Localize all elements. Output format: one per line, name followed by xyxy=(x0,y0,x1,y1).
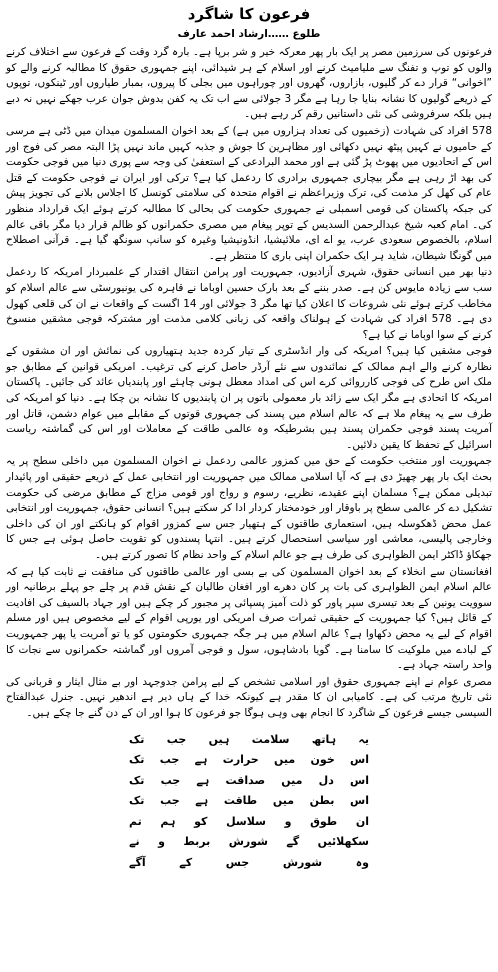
poem-word: یہ xyxy=(358,732,369,746)
article-byline: طلوع ……ارشاد احمد عارف xyxy=(177,28,321,40)
article-title: فرعون کا شاگرد xyxy=(187,5,311,23)
poem-word: بربط xyxy=(183,835,211,849)
poem-word: جب xyxy=(159,753,180,767)
poem-word: اس xyxy=(350,753,369,767)
poem-word: میں xyxy=(281,773,303,787)
poem-word: آگے xyxy=(129,855,146,869)
poem-line-1 xyxy=(109,730,389,751)
poem-word: ہیں xyxy=(208,732,230,746)
poem-word: و xyxy=(158,835,165,849)
paragraph-5: جمہوریت اور منتخب حکومت کے حق میں کمزور عالمی ردعمل نے اخوان المسلمون میں داخلی سطح پر یہ بحث ایک بار پھر چھیڑ دی ہے کہ آیا اسلامی ممالک میں جمہوریت اور انتخابی عمل کے ذریعے حقیقی اور پائیدار تبدیلی ممکن ہے؟ مسلمان اپنے عقیدے، نظریے، رسوم و رواج اور قومی مزاج کے مطابق مرضی کی حکومت تشکیل دے کر عالمی سطح پر باوقار اور خودمختار کردار ادا کر سکتے ہیں؟ انسانی حقوق، جمہوریت اور انتخابی عمل محض ڈھکوسلہ ہیں، استعماری طاقتوں کے ہتھیار جس سے کمزور اقوام کو ہانکتے اور ان کی داخلی وخارجی پالیسی، معاشی اور سیاسی استحصال کرتے ہیں۔ انتہا پسندوں کو تقویت حاصل ہوئی ہے جس کا جھکاؤ ڈاکٹر ایمن الظواہری کی طرف ہے جو عالم اسلام کے واحد نظام کا تصور کرتے ہیں۔ xyxy=(6,455,492,561)
paragraph-4: فوجی مشقیں کیا ہیں؟ امریکہ کی وار انڈسٹری کے تیار کردہ جدید ہتھیاروں کی نمائش اور ان مشقوں کے نظارہ کرنے والے اہم ممالک کے نمائندوں سے نئے آرڈر حاصل کرنے کی ترغیب۔ امریکی قوانین کے مطابق جو ملک اس طرح کی فوجی کارروائی کرے اس کی امداد معطل ہونی چاہئے اور پابندیاں عائد کی جائیں۔ پاکستان امریکہ کا اتحادی ہے مگر ایک سے زائد بار معمولی باتوں پر ان پابندیوں کا نشانہ بن چکا ہے۔ دنیا کو امریکہ کی طرف سے یہ پیغام ملا ہے کہ عالم اسلام میں پسند کی جمہوری قوتوں کے مقابلے میں عوام دشمن، قاتل اور آمریت پسند فوجی حکمران پسند ہیں بشرطیکہ وہ عالمی طاقت کے معاملات اور اس کی گماشتہ ریاست اسرائیل کے تحفظ کا یقین دلائیں۔ xyxy=(6,345,492,451)
poem-word: جس xyxy=(225,855,250,869)
poem-word: اس xyxy=(350,773,369,787)
poem-line-2 xyxy=(109,750,389,771)
poem-word: کو xyxy=(194,814,208,828)
poem-word: وہ xyxy=(355,855,369,869)
poem-word: سلامت xyxy=(251,732,290,746)
poem-line-6 xyxy=(109,832,389,853)
poem xyxy=(6,730,492,874)
poem-word: ہے xyxy=(196,773,210,787)
poem-word: ہاتھ xyxy=(311,732,337,746)
poem-word: تک xyxy=(129,732,145,746)
poem-word: خون xyxy=(310,753,335,767)
poem-word: جب xyxy=(160,794,180,808)
poem-line-4 xyxy=(109,791,389,812)
poem-word: اس xyxy=(350,794,369,808)
paragraph-2: 578 افراد کی شہادت (زخمیوں کی تعداد ہزاروں میں ہے) کے بعد اخوان المسلمون میدان میں ڈٹی ہے مرسی کے حامیوں نے کہیں پیٹھ نہیں دکھائی اور مظاہرین کا جوش و جذبہ کہیں ماند نہیں پڑا البتہ مصر کی فوج اور اس کے اتحادیوں میں پھوٹ پڑ گئی ہے اور محمد البرادعی کے استعفیٰ کی وجہ سے پوری دنیا میں فوجی حکومت کی بھد اڑ رہی ہے مگر بیچاری جمہوری برادری کا ردعمل کیا ہے؟ ترکی اور ایران نے فوجی حکومت کے قتل عام کی کھل کر مذمت کی، ترک وزیراعظم نے اقوام متحدہ کی سلامتی کونسل کا اجلاس بلانے کی تجویز پیش کی جبکہ پاکستان کی قومی اسمبلی نے جمہوری حکومت کی بحالی کا مطالبہ کرتے ہوئے ایک قرارداد منظور کی۔ امام کعبہ شیخ عبدالرحمن السدیس کے توپر پیغام میں مصری حکمرانوں کو ظالم قرار دیا مگر باقی عالم اسلام، بالخصوص سعودی عرب، یو اے ای، ملائیشیا، انڈونیشیا وغیرہ کو سانپ سونگھ گیا ہے۔ قرآنی اصطلاح میں گونگا شیطان، شاید ہر ایک حکمران اپنی باری کا منتظر ہے۔ xyxy=(5,124,492,262)
paragraph-3: دنیا بھر میں انسانی حقوق، شہری آزادیوں، جمہوریت اور پرامن انتقال اقتدار کے علمبردار امریکہ کا ردعمل سب سے زیادہ مایوس کن ہے۔ صدر بننے کے بعد بارک حسین اوباما نے قاہرہ کی یونیورسٹی سے عالم اسلام کو مخاطب کرتے ہوئے نئی شروعات کا اعلان کیا تھا مگر 3 جولائی اور 14 اگست کے واقعات نے ان کی قلعی کھول دی ہے۔ 578 افراد کی شہادت کے ہولناک واقعہ کی زبانی کلامی مذمت اور مشترکہ فوجی مشقیں منسوخ کرنے کے سوا اوباما نے کیا ہے؟ xyxy=(6,266,492,341)
poem-word: ہم xyxy=(160,814,176,828)
poem-word: تم xyxy=(129,814,142,828)
poem-word: جب xyxy=(166,732,187,746)
poem-word: شورش xyxy=(228,835,268,849)
poem-line-7 xyxy=(109,853,389,874)
poem-word: گے xyxy=(286,835,300,849)
poem-word: تک xyxy=(129,794,145,808)
poem-word: میں xyxy=(274,753,296,767)
poem-word: و xyxy=(284,814,292,828)
poem-word: طاقت xyxy=(223,794,258,808)
poem-word: ہے xyxy=(194,753,208,767)
poem-word: صداقت xyxy=(225,773,266,787)
poem-word: تک xyxy=(129,753,145,767)
paragraph-7: مصری عوام نے اپنے جمہوری حقوق اور اسلامی تشخص کے لیے پرامن جدوجہد اور بے مثال ایثار و قربانی کی نئی تاریخ مرتب کی ہے۔ کامیابی ان کا مقدر ہے کیونکہ خدا کے ہاں دیر ہے اندھیر نہیں۔ جنرل عبدالفتاح السیسی جیسے فرعون کے شاگرد کا انجام بھی وہی ہوگا جو فرعون کا ہوا اور ان کے دن گنے جا چکے ہیں۔ xyxy=(6,675,492,719)
poem-word: ہے xyxy=(195,794,209,808)
poem-word: سکھلائیں xyxy=(317,835,369,849)
paragraph-1: فرعونوں کی سرزمین مصر پر ایک بار پھر معرکہ خیر و شر برپا ہے۔ بارہ گرد وقت کے فرعون سے اختلاف کرنے والوں کو توپ و تفنگ سے ملیامیٹ کرنے اور اسلام کے ہر شیدائی، اپنے جمہوری حقوق کا مطالبہ کرنے والے کو ”اخوانی“ قرار دے کر گلیوں، بازاروں، گھروں اور چوراہوں میں بجلی کا پیروں، بمبار طیاروں اور ٹینکوں، توپوں کے ذریعے گولیوں کا نشانہ بنایا جا رہا ہے مگر 3 جولائی سے اب تک یہ کفن بدوش جوان عرب جھکے نہیں نہ دبے ہیں بلکہ سرفروشی کی نئی داستانیں رقم کر رہے ہیں۔ xyxy=(6,46,492,121)
paragraph-6: افغانستان سے انخلاء کے بعد اخوان المسلمون کی بے بسی اور عالمی طاقتوں کی منافقت نے ثابت کیا ہے کہ عالم اسلام ایمن الظواہری کی بات پر کان دھرے اور افغان طالبان کے نقش قدم پر چلے جو پہلے برطانیہ اور سوویت یونین کے بعد تیسری سپر پاور کو ذلت آمیز پسپائی پر مجبور کر چکے ہیں اور جہاد بالسیف کی افادیت کے قائل ہیں؟ کیا جمہوریت کے حقیقی ثمرات صرف امریکی اور یورپی اقوام کے لیے مخصوص ہیں اور مسلم اقوام کے لیے یہ محض دکھاوا ہے؟ عالم اسلام میں ہر جگہ جمہوری حکومتوں کو یا تو آمریت یا پھر جمہوریت کے لبادے میں ملوکیت کا سامنا ہے۔ گویا بادشاہوں، سول و فوجی آمروں اور گماشتہ حکمرانوں سے نجات کا واحد راستہ جہاد ہے۔ xyxy=(6,565,492,672)
poem-word: دل xyxy=(318,773,334,787)
poem-line-5 xyxy=(109,812,389,833)
poem-word: نے xyxy=(129,835,140,849)
poem-word: تک xyxy=(129,773,145,787)
poem-word: جب xyxy=(160,773,181,787)
poem-word: ان xyxy=(355,814,369,828)
poem-word: حرارت xyxy=(222,753,259,767)
poem-word: بطن xyxy=(309,794,335,808)
poem-word: طوق xyxy=(310,814,338,828)
poem-line-3 xyxy=(109,771,389,792)
poem-word: کے xyxy=(179,855,193,869)
poem-word: میں xyxy=(272,794,295,808)
poem-word: سلاسل xyxy=(226,814,266,828)
poem-word: شورش xyxy=(282,855,323,869)
